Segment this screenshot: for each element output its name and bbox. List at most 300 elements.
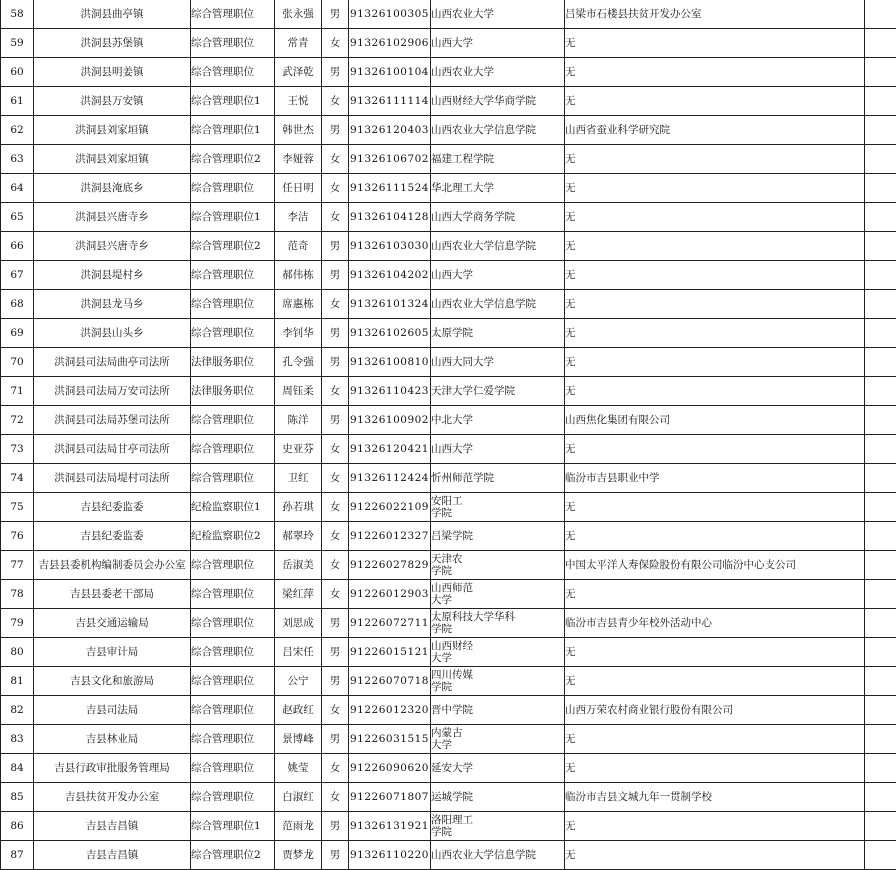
person-name: 公宁: [275, 667, 322, 696]
exam-id: 91326103030: [349, 232, 431, 261]
unit-name: 吉县纪委监委: [34, 493, 191, 522]
row-number: 71: [1, 377, 34, 406]
work-unit: 临汾市吉县职业中学: [565, 464, 865, 493]
exam-id: 91226071807: [349, 783, 431, 812]
gender: 男: [322, 638, 349, 667]
gender: 男: [322, 319, 349, 348]
gender: 男: [322, 0, 349, 29]
unit-name: 洪洞县刘家垣镇: [34, 116, 191, 145]
person-name: 范雨龙: [275, 812, 322, 841]
position-name: 综合管理职位: [191, 406, 275, 435]
position-name: 综合管理职位: [191, 725, 275, 754]
blank-cell: [865, 725, 896, 754]
position-name: 综合管理职位: [191, 609, 275, 638]
unit-name: 洪洞县兴唐寺乡: [34, 203, 191, 232]
gender: 女: [322, 435, 349, 464]
person-name: 卫红: [275, 464, 322, 493]
position-name: 综合管理职位1: [191, 812, 275, 841]
row-number: 76: [1, 522, 34, 551]
person-name: 贾梦龙: [275, 841, 322, 870]
gender: 女: [322, 290, 349, 319]
work-unit: 山西省蚕业科学研究院: [565, 116, 865, 145]
row-number: 73: [1, 435, 34, 464]
table-row: [1, 754, 896, 783]
unit-name: 洪洞县司法局甘亭司法所: [34, 435, 191, 464]
table-row: [1, 319, 896, 348]
work-unit: 无: [565, 290, 865, 319]
blank-cell: [865, 580, 896, 609]
table-row: [1, 841, 896, 870]
person-name: 景博峰: [275, 725, 322, 754]
work-unit: 无: [565, 725, 865, 754]
exam-id: 91326100305: [349, 0, 431, 29]
gender: 男: [322, 58, 349, 87]
school-name-line: 山西财经: [431, 640, 564, 652]
unit-name: 洪洞县刘家垣镇: [34, 145, 191, 174]
table-row: [1, 261, 896, 290]
position-name: 纪检监察职位2: [191, 522, 275, 551]
position-name: 综合管理职位1: [191, 203, 275, 232]
gender: 男: [322, 232, 349, 261]
person-name: 武泽乾: [275, 58, 322, 87]
exam-id: 91226027829: [349, 551, 431, 580]
exam-id: 91326110220: [349, 841, 431, 870]
row-number: 60: [1, 58, 34, 87]
blank-cell: [865, 0, 896, 29]
table-body: [1, 0, 896, 870]
unit-name: 吉县纪委监委: [34, 522, 191, 551]
work-unit: 山西焦化集团有限公司: [565, 406, 865, 435]
table-row: [1, 29, 896, 58]
blank-cell: [865, 145, 896, 174]
blank-cell: [865, 29, 896, 58]
table-row: [1, 145, 896, 174]
unit-name: 洪洞县司法局曲亭司法所: [34, 348, 191, 377]
gender: 女: [322, 464, 349, 493]
work-unit: 临汾市吉县青少年校外活动中心: [565, 609, 865, 638]
position-name: 综合管理职位: [191, 261, 275, 290]
unit-name: 洪洞县司法局万安司法所: [34, 377, 191, 406]
person-name: 席惠栋: [275, 290, 322, 319]
school-name: [431, 493, 565, 522]
work-unit: 无: [565, 145, 865, 174]
position-name: 综合管理职位: [191, 0, 275, 29]
unit-name: 吉县吉昌镇: [34, 841, 191, 870]
gender: 女: [322, 87, 349, 116]
exam-id: 91326106702: [349, 145, 431, 174]
table-row: [1, 522, 896, 551]
blank-cell: [865, 290, 896, 319]
school-name: 山西大学商务学院: [431, 203, 565, 232]
position-name: 综合管理职位2: [191, 841, 275, 870]
table-row: [1, 551, 896, 580]
exam-id: 91326101324: [349, 290, 431, 319]
school-name-line: 安阳工: [431, 495, 564, 507]
work-unit: 无: [565, 754, 865, 783]
row-number: 62: [1, 116, 34, 145]
blank-cell: [865, 812, 896, 841]
gender: 男: [322, 667, 349, 696]
person-name: 岳淑美: [275, 551, 322, 580]
work-unit: 无: [565, 638, 865, 667]
gender: 男: [322, 725, 349, 754]
person-name: 孙若琪: [275, 493, 322, 522]
table-row: [1, 232, 896, 261]
exam-id: 91226012320: [349, 696, 431, 725]
gender: 女: [322, 29, 349, 58]
table-row: [1, 812, 896, 841]
blank-cell: [865, 174, 896, 203]
school-name: [431, 667, 565, 696]
gender: 女: [322, 174, 349, 203]
work-unit: 无: [565, 174, 865, 203]
blank-cell: [865, 783, 896, 812]
position-name: 综合管理职位2: [191, 145, 275, 174]
work-unit: 无: [565, 261, 865, 290]
gender: 男: [322, 348, 349, 377]
unit-name: 吉县行政审批服务管理局: [34, 754, 191, 783]
blank-cell: [865, 87, 896, 116]
blank-cell: [865, 319, 896, 348]
school-name: 吕梁学院: [431, 522, 565, 551]
table-row: [1, 348, 896, 377]
row-number: 77: [1, 551, 34, 580]
row-number: 58: [1, 0, 34, 29]
position-name: 综合管理职位: [191, 464, 275, 493]
row-number: 84: [1, 754, 34, 783]
position-name: 综合管理职位: [191, 58, 275, 87]
blank-cell: [865, 638, 896, 667]
exam-id: 91326112424: [349, 464, 431, 493]
school-name-line: 学院: [431, 623, 564, 635]
school-name-line: 学院: [431, 681, 564, 693]
school-name-line: 学院: [431, 507, 564, 519]
exam-id: 91326100104: [349, 58, 431, 87]
school-name: 福建工程学院: [431, 145, 565, 174]
school-name: 山西大同大学: [431, 348, 565, 377]
blank-cell: [865, 261, 896, 290]
unit-name: 洪洞县司法局堤村司法所: [34, 464, 191, 493]
person-name: 李钊华: [275, 319, 322, 348]
blank-cell: [865, 348, 896, 377]
exam-id: 91226072711: [349, 609, 431, 638]
exam-id: 91326110423: [349, 377, 431, 406]
position-name: 综合管理职位: [191, 319, 275, 348]
exam-id: 91326120403: [349, 116, 431, 145]
school-name-line: 内蒙古: [431, 727, 564, 739]
work-unit: 无: [565, 493, 865, 522]
blank-cell: [865, 696, 896, 725]
work-unit: 无: [565, 522, 865, 551]
blank-cell: [865, 464, 896, 493]
work-unit: 无: [565, 319, 865, 348]
table-row: [1, 0, 896, 29]
row-number: 69: [1, 319, 34, 348]
table-row: [1, 493, 896, 522]
school-name: 山西农业大学: [431, 58, 565, 87]
exam-id: 91226070718: [349, 667, 431, 696]
unit-name: 洪洞县明姜镇: [34, 58, 191, 87]
unit-name: 吉县吉昌镇: [34, 812, 191, 841]
unit-name: 吉县审计局: [34, 638, 191, 667]
exam-id: 91326102906: [349, 29, 431, 58]
school-name: 天津大学仁爱学院: [431, 377, 565, 406]
work-unit: 山西万荣农村商业银行股份有限公司: [565, 696, 865, 725]
gender: 女: [322, 493, 349, 522]
school-name-line: 太原科技大学华科: [431, 611, 564, 623]
row-number: 59: [1, 29, 34, 58]
school-name: [431, 638, 565, 667]
table-row: [1, 58, 896, 87]
school-name: [431, 609, 565, 638]
gender: 女: [322, 377, 349, 406]
position-name: 综合管理职位: [191, 638, 275, 667]
blank-cell: [865, 841, 896, 870]
position-name: 综合管理职位1: [191, 116, 275, 145]
person-name: 李洁: [275, 203, 322, 232]
gender: 男: [322, 116, 349, 145]
exam-id: 91326104128: [349, 203, 431, 232]
person-name: 梁红萍: [275, 580, 322, 609]
school-name: 山西农业大学信息学院: [431, 290, 565, 319]
position-name: 综合管理职位: [191, 754, 275, 783]
blank-cell: [865, 551, 896, 580]
person-name: 赵政红: [275, 696, 322, 725]
exam-id: 91226012903: [349, 580, 431, 609]
school-name: 山西大学: [431, 29, 565, 58]
table-row: [1, 406, 896, 435]
person-name: 白淑红: [275, 783, 322, 812]
position-name: 综合管理职位: [191, 783, 275, 812]
school-name: 山西大学: [431, 435, 565, 464]
person-name: 常青: [275, 29, 322, 58]
table-row: [1, 87, 896, 116]
school-name: [431, 812, 565, 841]
row-number: 61: [1, 87, 34, 116]
school-name: 运城学院: [431, 783, 565, 812]
table-row: [1, 203, 896, 232]
exam-id: 91326111524: [349, 174, 431, 203]
work-unit: 无: [565, 232, 865, 261]
exam-id: 91226090620: [349, 754, 431, 783]
row-number: 79: [1, 609, 34, 638]
row-number: 65: [1, 203, 34, 232]
row-number: 85: [1, 783, 34, 812]
work-unit: 临汾市吉县文城九年一贯制学校: [565, 783, 865, 812]
gender: 男: [322, 609, 349, 638]
unit-name: 洪洞县苏堡镇: [34, 29, 191, 58]
gender: 女: [322, 203, 349, 232]
person-name: 吕宋任: [275, 638, 322, 667]
blank-cell: [865, 232, 896, 261]
table-row: [1, 116, 896, 145]
gender: 男: [322, 812, 349, 841]
unit-name: 洪洞县淹底乡: [34, 174, 191, 203]
position-name: 纪检监察职位1: [191, 493, 275, 522]
blank-cell: [865, 435, 896, 464]
row-number: 64: [1, 174, 34, 203]
blank-cell: [865, 522, 896, 551]
row-number: 82: [1, 696, 34, 725]
school-name: 晋中学院: [431, 696, 565, 725]
school-name-line: 大学: [431, 739, 564, 751]
school-name: [431, 580, 565, 609]
unit-name: 吉县司法局: [34, 696, 191, 725]
table-row: [1, 290, 896, 319]
gender: 女: [322, 522, 349, 551]
person-name: 任日明: [275, 174, 322, 203]
unit-name: 洪洞县曲亭镇: [34, 0, 191, 29]
school-name-line: 大学: [431, 652, 564, 664]
unit-name: 洪洞县龙马乡: [34, 290, 191, 319]
person-name: 郝伟栋: [275, 261, 322, 290]
gender: 女: [322, 551, 349, 580]
unit-name: 洪洞县万安镇: [34, 87, 191, 116]
unit-name: 洪洞县山头乡: [34, 319, 191, 348]
unit-name: 吉县交通运输局: [34, 609, 191, 638]
position-name: 综合管理职位: [191, 290, 275, 319]
blank-cell: [865, 203, 896, 232]
school-name: [431, 725, 565, 754]
table-row: [1, 696, 896, 725]
row-number: 74: [1, 464, 34, 493]
blank-cell: [865, 377, 896, 406]
position-name: 综合管理职位2: [191, 232, 275, 261]
exam-id: 91326120421: [349, 435, 431, 464]
unit-name: 吉县林业局: [34, 725, 191, 754]
row-number: 66: [1, 232, 34, 261]
unit-name: 吉县文化和旅游局: [34, 667, 191, 696]
work-unit: 无: [565, 58, 865, 87]
row-number: 72: [1, 406, 34, 435]
person-name: 范奇: [275, 232, 322, 261]
school-name: 山西农业大学信息学院: [431, 116, 565, 145]
unit-name: 吉县县委机构编制委员会办公室: [34, 551, 191, 580]
person-name: 张永强: [275, 0, 322, 29]
blank-cell: [865, 116, 896, 145]
work-unit: 无: [565, 812, 865, 841]
row-number: 78: [1, 580, 34, 609]
work-unit: 无: [565, 667, 865, 696]
row-number: 80: [1, 638, 34, 667]
school-name-line: 学院: [431, 826, 564, 838]
row-number: 67: [1, 261, 34, 290]
person-name: 孔令强: [275, 348, 322, 377]
position-name: 综合管理职位1: [191, 87, 275, 116]
row-number: 86: [1, 812, 34, 841]
person-name: 郝翠玲: [275, 522, 322, 551]
person-name: 刘思成: [275, 609, 322, 638]
table-row: [1, 174, 896, 203]
row-number: 87: [1, 841, 34, 870]
work-unit: 无: [565, 348, 865, 377]
row-number: 83: [1, 725, 34, 754]
school-name: 山西财经大学华商学院: [431, 87, 565, 116]
blank-cell: [865, 493, 896, 522]
school-name-line: 山西师范: [431, 582, 564, 594]
table-row: [1, 638, 896, 667]
position-name: 法律服务职位: [191, 377, 275, 406]
school-name: 山西农业大学信息学院: [431, 232, 565, 261]
exam-id: 91226012327: [349, 522, 431, 551]
table-row: [1, 609, 896, 638]
work-unit: 无: [565, 29, 865, 58]
person-name: 韩世杰: [275, 116, 322, 145]
blank-cell: [865, 609, 896, 638]
work-unit: 中国太平洋人寿保险股份有限公司临汾中心支公司: [565, 551, 865, 580]
gender: 女: [322, 696, 349, 725]
gender: 男: [322, 406, 349, 435]
work-unit: 无: [565, 377, 865, 406]
person-name: 王悦: [275, 87, 322, 116]
position-name: 综合管理职位: [191, 580, 275, 609]
school-name: 中北大学: [431, 406, 565, 435]
school-name: 山西大学: [431, 261, 565, 290]
blank-cell: [865, 754, 896, 783]
exam-id: 91226031515: [349, 725, 431, 754]
exam-id: 91326104202: [349, 261, 431, 290]
person-name: 周钰柔: [275, 377, 322, 406]
work-unit: 无: [565, 203, 865, 232]
row-number: 63: [1, 145, 34, 174]
exam-id: 91326100902: [349, 406, 431, 435]
table-row: [1, 464, 896, 493]
school-name-line: 大学: [431, 594, 564, 606]
blank-cell: [865, 406, 896, 435]
row-number: 68: [1, 290, 34, 319]
person-name: 史亚芬: [275, 435, 322, 464]
table-row: [1, 667, 896, 696]
row-number: 81: [1, 667, 34, 696]
gender: 男: [322, 261, 349, 290]
work-unit: 吕梁市石楼县扶贫开发办公室: [565, 0, 865, 29]
table-row: [1, 377, 896, 406]
person-name: 陈洋: [275, 406, 322, 435]
work-unit: 无: [565, 87, 865, 116]
exam-id: 91326102605: [349, 319, 431, 348]
unit-name: 洪洞县堤村乡: [34, 261, 191, 290]
exam-id: 91326131921: [349, 812, 431, 841]
table-row: [1, 725, 896, 754]
gender: 女: [322, 783, 349, 812]
school-name: 山西农业大学信息学院: [431, 841, 565, 870]
position-name: 综合管理职位: [191, 696, 275, 725]
table-row: [1, 580, 896, 609]
gender: 女: [322, 580, 349, 609]
school-name-line: 四川传媒: [431, 669, 564, 681]
table-row: [1, 783, 896, 812]
row-number: 75: [1, 493, 34, 522]
school-name-line: 学院: [431, 565, 564, 577]
position-name: 综合管理职位: [191, 667, 275, 696]
exam-id: 91226015121: [349, 638, 431, 667]
table-row: [1, 435, 896, 464]
work-unit: 无: [565, 435, 865, 464]
position-name: 综合管理职位: [191, 174, 275, 203]
school-name: 太原学院: [431, 319, 565, 348]
position-name: 综合管理职位: [191, 551, 275, 580]
school-name: [431, 551, 565, 580]
school-name: 山西农业大学: [431, 0, 565, 29]
unit-name: 洪洞县兴唐寺乡: [34, 232, 191, 261]
person-name: 姚莹: [275, 754, 322, 783]
unit-name: 吉县扶贫开发办公室: [34, 783, 191, 812]
row-number: 70: [1, 348, 34, 377]
exam-id: 91326111114: [349, 87, 431, 116]
blank-cell: [865, 58, 896, 87]
school-name: 忻州师范学院: [431, 464, 565, 493]
exam-id: 91226022109: [349, 493, 431, 522]
